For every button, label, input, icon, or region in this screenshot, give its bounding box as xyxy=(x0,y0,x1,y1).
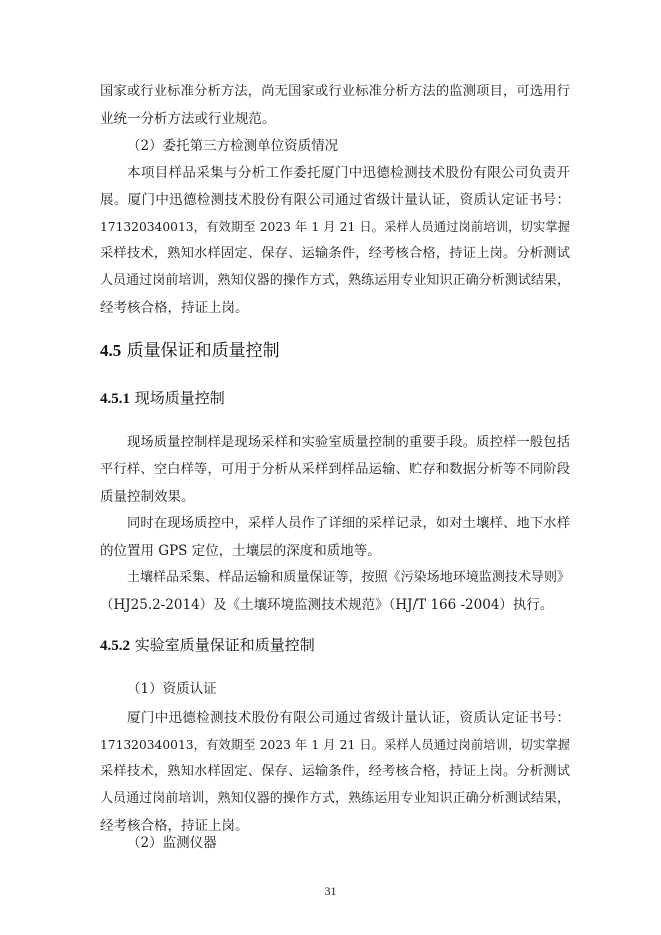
field-qc-p2-line-1: 同时在现场质控中，采样人员作了详细的采样记录，如对土壤样、地下水样 xyxy=(127,516,570,531)
section-title: 现场质量控制 xyxy=(134,389,225,407)
section-heading-4-5 xyxy=(100,336,280,361)
qualification-line-6: 经考核合格，持证上岗。 xyxy=(100,300,249,316)
lab-line-3: 采样技术，熟知水样固定、保存、运输条件，经考核合格，持证上岗。分析测试 xyxy=(100,764,570,779)
item-2b-title: （2）监测仪器 xyxy=(127,835,217,851)
field-qc-p3-line-2: （HJ25.2-2014）及《土壤环境监测技术规范》（HJ/T 166 -2004）执行。 xyxy=(100,597,554,613)
qualification-line-4: 采样技术，熟知水样固定、保存、运输条件，经考核合格，持证上岗。分析测试 xyxy=(100,246,570,261)
item-2-title: （2）委托第三方检测单位资质情况 xyxy=(127,138,339,154)
lab-line-5: 经考核合格，持证上岗。 xyxy=(100,818,249,834)
qualification-line-5: 人员通过岗前培训，熟知仪器的操作方式，熟练运用专业知识正确分析测试结果， xyxy=(100,273,570,288)
field-qc-p1-line-3: 质量控制效果。 xyxy=(100,489,195,505)
lab-line-1: 厦门中迅德检测技术股份有限公司通过省级计量认证，资质认定证书号： xyxy=(127,710,570,726)
field-qc-p1-line-2: 平行样、空白样等，可用于分析从采样到样品运输、贮存和数据分析等不同阶段 xyxy=(100,462,570,477)
section-number: 4.5 xyxy=(100,341,122,360)
item-1-title: （1）资质认证 xyxy=(127,681,217,697)
lab-line-4: 人员通过岗前培训，熟知仪器的操作方式，熟练运用专业知识正确分析测试结果， xyxy=(100,791,570,806)
intro-line-2: 业统一分析方法或行业规范。 xyxy=(100,111,276,127)
section-number: 4.5.2 xyxy=(100,638,130,654)
section-number: 4.5.1 xyxy=(100,391,130,407)
intro-line-1: 国家或行业标准分析方法，尚无国家或行业标准分析方法的监测项目，可选用行 xyxy=(100,84,570,99)
section-title: 质量保证和质量控制 xyxy=(126,341,280,361)
qualification-line-3: 171320340013，有效期至 2023 年 1 月 21 日。采样人员通过岗前培训，切实掌握 xyxy=(100,220,570,234)
field-qc-p3-line-1: 土壤样品采集、样品运输和质量保证等，按照《污染场地环境监测技术导则》 xyxy=(127,570,570,585)
qualification-line-1: 本项目样品采集与分析工作委托厦门中迅德检测技术股份有限公司负责开 xyxy=(127,165,570,181)
lab-line-2: 171320340013，有效期至 2023 年 1 月 21 日。采样人员通过岗前培训，切实掌握 xyxy=(100,738,570,752)
page-number: 31 xyxy=(324,884,337,898)
section-heading-4-5-1 xyxy=(100,387,225,408)
section-title: 实验室质量保证和质量控制 xyxy=(134,636,315,654)
field-qc-p1-line-1: 现场质量控制样是现场采样和实验室质量控制的重要手段。质控样一般包括 xyxy=(127,435,570,450)
section-heading-4-5-2 xyxy=(100,634,315,655)
field-qc-p2-line-2: 的位置用 GPS 定位，土壤层的深度和质地等。 xyxy=(100,543,381,559)
qualification-line-2: 展。厦门中迅德检测技术股份有限公司通过省级计量认证，资质认定证书号： xyxy=(100,192,570,208)
